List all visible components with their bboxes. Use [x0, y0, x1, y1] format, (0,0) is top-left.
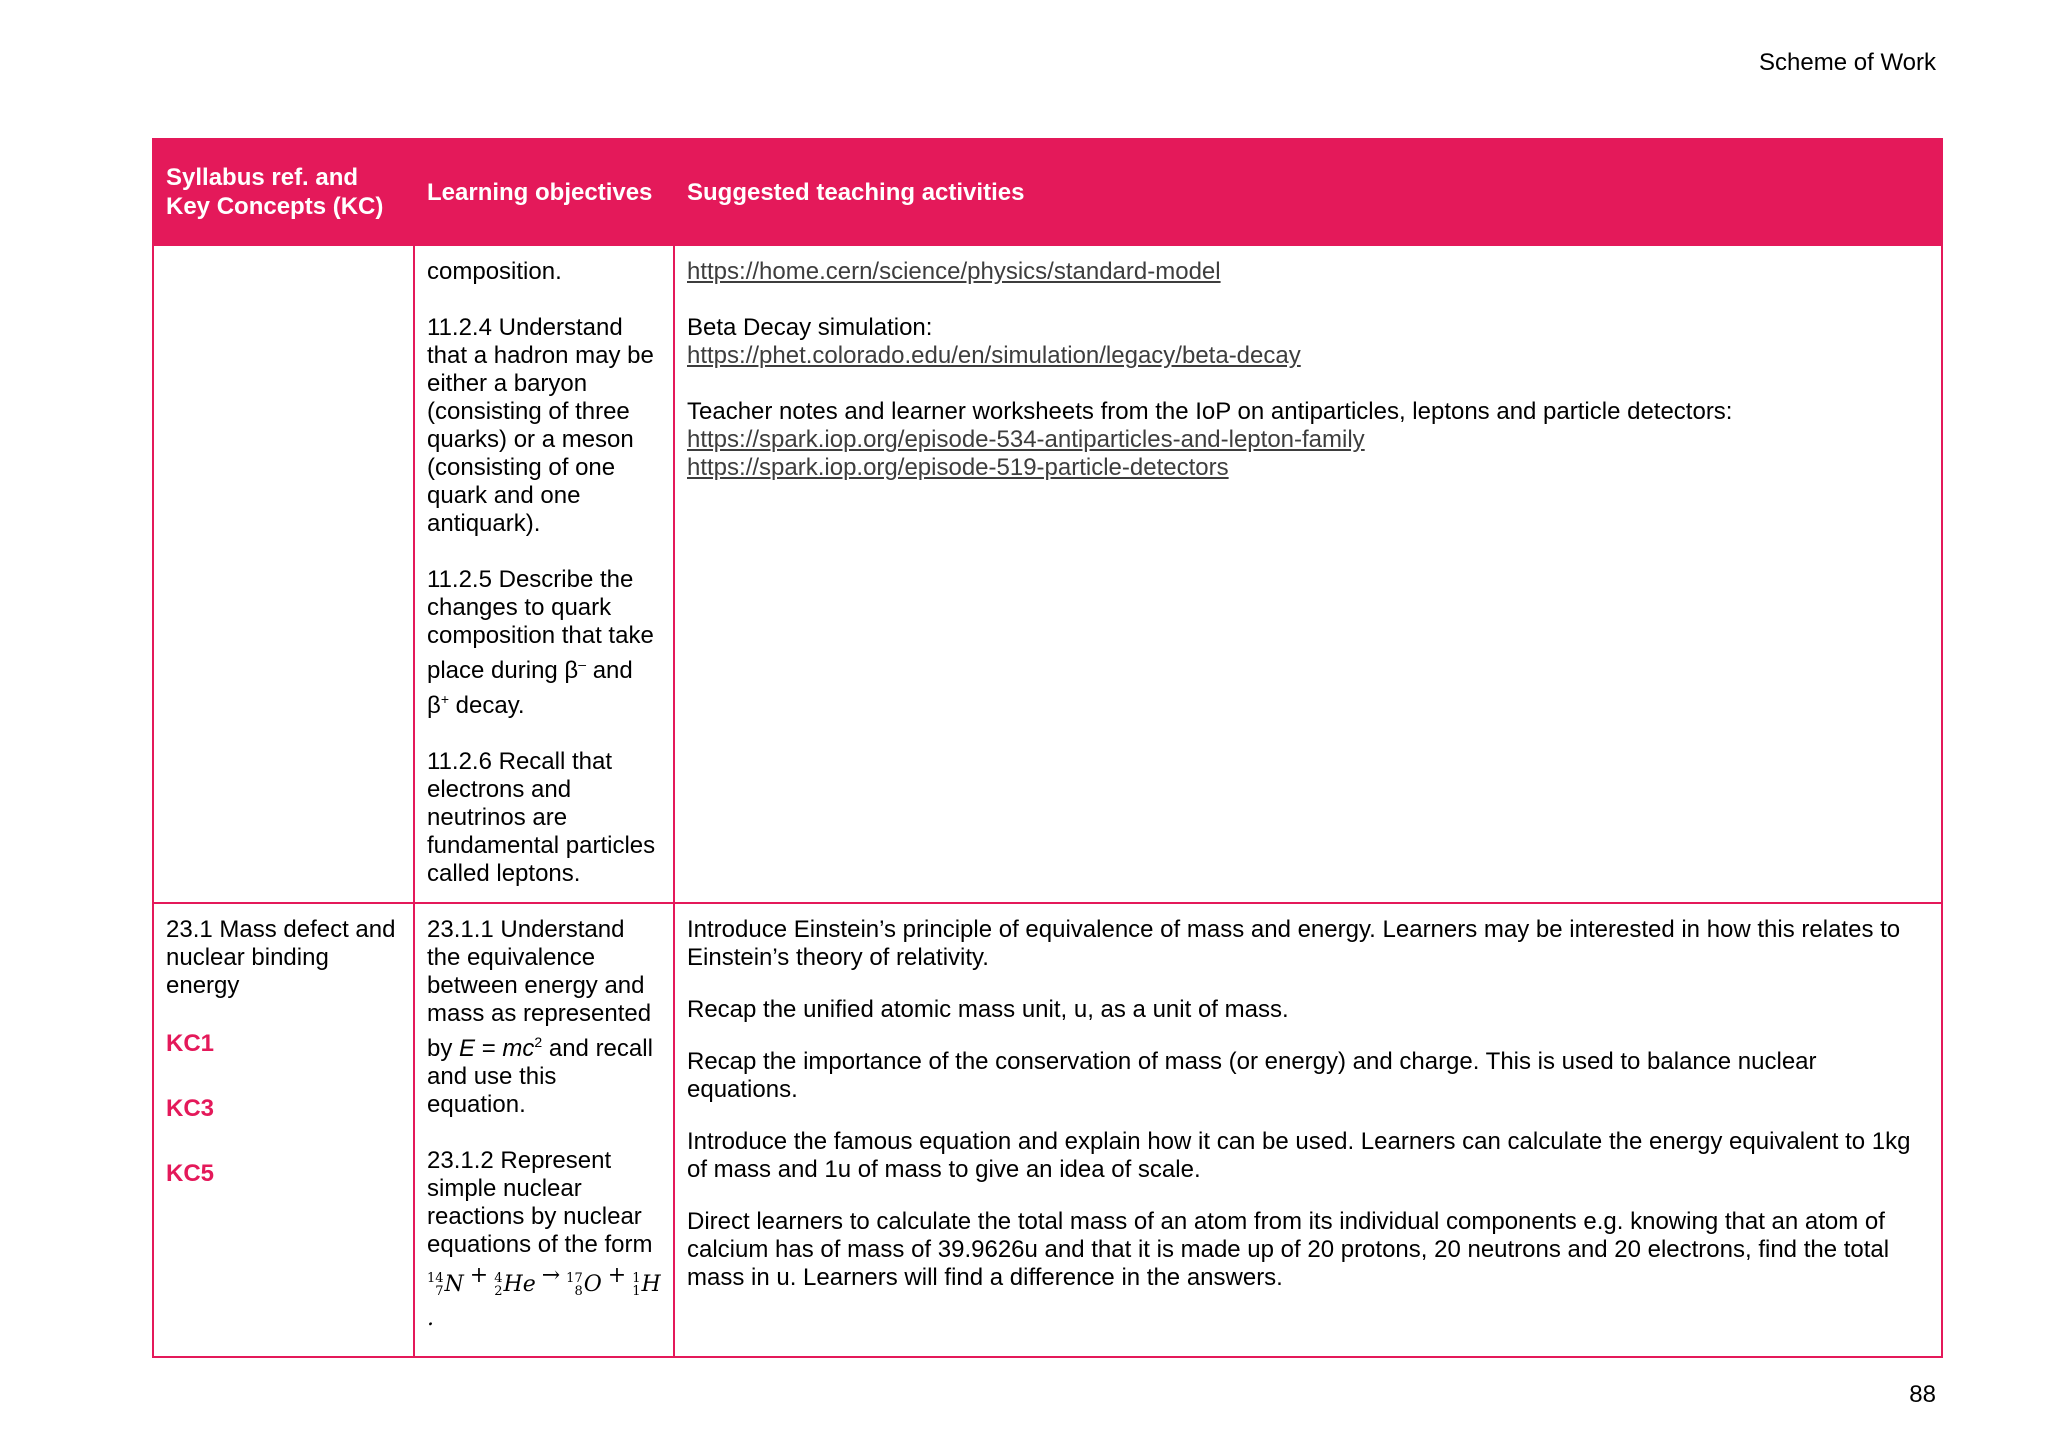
objective-continuation: composition. [427, 258, 562, 285]
nuclide-helium: 4 2 He [494, 1271, 536, 1299]
syllabus-cell [153, 903, 414, 1357]
objective-11-2-6: 11.2.6 Recall that electrons and neutrinos are fundamental particles called leptons. [427, 748, 656, 887]
objective-11-2-5: 11.2.5 Describe the changes to quark composition that take place during β– and β+ decay. [427, 566, 654, 719]
table-header-row [153, 139, 1942, 245]
link-iop-particle-detectors[interactable]: https://spark.iop.org/episode-519-particle-detectors [687, 454, 1229, 481]
activity-famous-equation: Introduce the famous equation and explain how it can be used. Learners can calculate the energy equivalent to 1kg of mass and 1u of mass to give an idea of scale. [687, 1128, 1911, 1183]
page-number: 88 [1909, 1381, 1936, 1408]
syllabus-ref: 23.1 Mass defect and nuclear binding energy [166, 916, 396, 999]
header-syllabus-ref: Syllabus ref. and Key Concepts (KC) [153, 139, 414, 245]
iop-block [687, 398, 1929, 482]
activity-mass-unit: Recap the unified atomic mass unit, u, as a unit of mass. [687, 996, 1289, 1023]
link-standard-model[interactable]: https://home.cern/science/physics/standard-model [687, 258, 1221, 285]
activities-cell [674, 245, 1942, 903]
activities-cell [674, 903, 1942, 1357]
nuclide-nitrogen: 14 7 N [427, 1271, 464, 1299]
nuclide-hydrogen: 1 1 H [632, 1271, 661, 1299]
objective-23-1-2: 23.1.2 Represent simple nuclear reactions by nuclear equations of the form 14 7 N + 4 2 He → 17 8 O + 1 1 H . [427, 1147, 661, 1331]
key-concept-kc1: KC1 [166, 1030, 215, 1057]
link-beta-decay[interactable]: https://phet.colorado.edu/en/simulation/legacy/beta-decay [687, 342, 1301, 369]
objective-23-1-1: 23.1.1 Understand the equivalence between energy and mass as represented by $E = mc^2$ and recall and use this equation. [427, 916, 653, 1118]
syllabus-cell [153, 245, 414, 903]
objectives-cell [414, 903, 674, 1357]
activity-einstein: Introduce Einstein’s principle of equivalence of mass and energy. Learners may be interested in how this relates to Einstein’s theory of relativity. [687, 916, 1901, 971]
key-concept-kc3: KC3 [166, 1095, 215, 1122]
activity-total-mass: Direct learners to calculate the total mass of an atom from its individual components e.g. knowing that an atom of calcium has of mass of 39.9626u and that it is made up of 20 protons, 20 neutrons and 20 electrons, find the total mass in u. Learners will find a difference in the answers. [687, 1208, 1890, 1291]
beta-decay-label: Beta Decay simulation: [687, 314, 933, 341]
link-iop-antiparticles[interactable]: https://spark.iop.org/episode-534-antiparticles-and-lepton-family [687, 426, 1365, 453]
header-learning-objectives: Learning objectives [414, 139, 674, 245]
table-row [153, 245, 1942, 903]
objective-11-2-4: 11.2.4 Understand that a hadron may be either a baryon (consisting of three quarks) or a meson (consisting of one quark and one antiquark). [427, 314, 654, 537]
key-concept-kc5: KC5 [166, 1160, 215, 1187]
objectives-cell [414, 245, 674, 903]
nuclear-equation: 14 7 N + 4 2 He → 17 8 O + 1 1 H . [427, 1263, 661, 1331]
running-header: Scheme of Work [1759, 49, 1936, 76]
nuclide-oxygen: 17 8 O [566, 1271, 602, 1299]
iop-label: Teacher notes and learner worksheets from the IoP on antiparticles, leptons and particle detectors: [687, 398, 1733, 425]
scheme-of-work-table [152, 138, 1943, 1358]
header-teaching-activities: Suggested teaching activities [674, 139, 1942, 245]
table-row [153, 903, 1942, 1357]
standard-model-block [687, 258, 1929, 286]
activity-conservation: Recap the importance of the conservation of mass (or energy) and charge. This is used to balance nuclear equations. [687, 1048, 1817, 1103]
beta-decay-block [687, 314, 1929, 370]
